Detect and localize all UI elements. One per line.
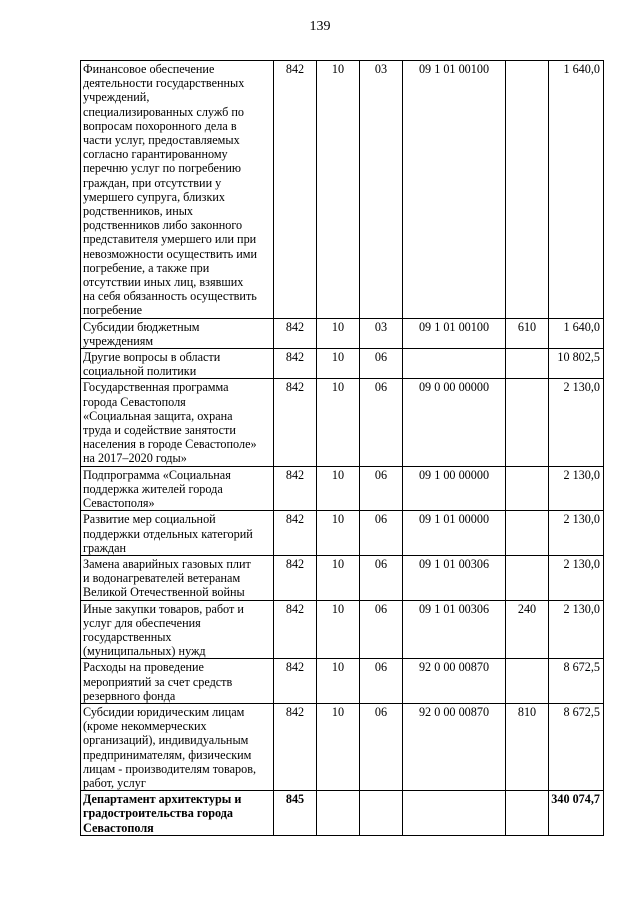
table-row	[81, 379, 604, 466]
amount-cell: 8 672,5	[549, 659, 604, 704]
amount-cell: 2 130,0	[549, 379, 604, 466]
table-row	[81, 703, 604, 790]
subsection-code-cell: 06	[360, 555, 403, 600]
section-code-cell: 10	[317, 600, 360, 659]
target-article-cell: 09 1 01 00100	[403, 318, 506, 348]
subsection-code-cell: 06	[360, 703, 403, 790]
amount-cell: 2 130,0	[549, 600, 604, 659]
row-name-cell: Финансовое обеспечение деятельности государственных учреждений, специализированных служб по вопросам похоронного дела в части услуг, предоставляемых согласно гарантированному перечню услуг по погребению граждан, при отсутствии у умершего супруга, близких родственников, иных родственников либо законного представителя умершего или при невозможности осуществить ими погребение, а также при отсутствии иных лиц, взявших на себя обязанность осуществить погребение	[81, 61, 274, 319]
ministry-code-cell: 842	[274, 659, 317, 704]
target-article-cell: 09 1 01 00306	[403, 555, 506, 600]
target-article-cell: 09 1 00 00000	[403, 466, 506, 511]
amount-cell: 2 130,0	[549, 511, 604, 556]
ministry-code-cell: 842	[274, 703, 317, 790]
ministry-code-cell: 842	[274, 466, 317, 511]
expense-type-cell: 610	[506, 318, 549, 348]
expense-type-cell: 240	[506, 600, 549, 659]
target-article-cell	[403, 791, 506, 836]
ministry-code-cell: 842	[274, 61, 317, 319]
expense-type-cell	[506, 349, 549, 379]
amount-cell: 1 640,0	[549, 61, 604, 319]
target-article-cell: 92 0 00 00870	[403, 659, 506, 704]
table-row	[81, 61, 604, 319]
expense-type-cell	[506, 555, 549, 600]
row-name-cell: Развитие мер социальной поддержки отдельных категорий граждан	[81, 511, 274, 556]
table-row	[81, 318, 604, 348]
ministry-code-cell: 842	[274, 555, 317, 600]
row-name-cell: Подпрограмма «Социальная поддержка жителей города Севастополя»	[81, 466, 274, 511]
target-article-cell: 09 1 01 00000	[403, 511, 506, 556]
row-name-cell: Субсидии бюджетным учреждениям	[81, 318, 274, 348]
target-article-cell: 09 1 01 00100	[403, 61, 506, 319]
subsection-code-cell: 03	[360, 318, 403, 348]
section-code-cell: 10	[317, 511, 360, 556]
expense-type-cell: 810	[506, 703, 549, 790]
amount-cell: 2 130,0	[549, 555, 604, 600]
subsection-code-cell: 06	[360, 600, 403, 659]
row-name-cell: Департамент архитектуры и градостроительства города Севастополя	[81, 791, 274, 836]
page-number: 139	[309, 19, 331, 34]
row-name-cell: Иные закупки товаров, работ и услуг для обеспечения государственных (муниципальных) нужд	[81, 600, 274, 659]
section-code-cell: 10	[317, 466, 360, 511]
table-row	[81, 791, 604, 836]
table-row	[81, 600, 604, 659]
row-name-cell: Государственная программа города Севастополя «Социальная защита, охрана труда и содействие занятости населения в городе Севастополе» на 2017–2020 годы»	[81, 379, 274, 466]
subsection-code-cell: 06	[360, 659, 403, 704]
table-row	[81, 349, 604, 379]
section-code-cell	[317, 791, 360, 836]
subsection-code-cell: 06	[360, 466, 403, 511]
section-code-cell: 10	[317, 349, 360, 379]
section-code-cell: 10	[317, 61, 360, 319]
amount-cell: 2 130,0	[549, 466, 604, 511]
expense-type-cell	[506, 511, 549, 556]
expense-type-cell	[506, 61, 549, 319]
row-name-cell: Замена аварийных газовых плит и водонагревателей ветеранам Великой Отечественной войны	[81, 555, 274, 600]
table-row	[81, 511, 604, 556]
expense-type-cell	[506, 466, 549, 511]
subsection-code-cell: 03	[360, 61, 403, 319]
expense-type-cell	[506, 379, 549, 466]
table-row	[81, 659, 604, 704]
budget-table-body	[81, 61, 604, 836]
amount-cell: 10 802,5	[549, 349, 604, 379]
target-article-cell: 92 0 00 00870	[403, 703, 506, 790]
expense-type-cell	[506, 791, 549, 836]
section-code-cell: 10	[317, 379, 360, 466]
subsection-code-cell: 06	[360, 511, 403, 556]
subsection-code-cell	[360, 791, 403, 836]
table-row	[81, 555, 604, 600]
ministry-code-cell: 842	[274, 511, 317, 556]
ministry-code-cell: 842	[274, 379, 317, 466]
row-name-cell: Субсидии юридическим лицам (кроме некоммерческих организаций), индивидуальным предпринимателям, физическим лицам - производителям товаров, работ, услуг	[81, 703, 274, 790]
row-name-cell: Другие вопросы в области социальной политики	[81, 349, 274, 379]
table-row	[81, 466, 604, 511]
target-article-cell	[403, 349, 506, 379]
budget-table	[80, 60, 604, 836]
ministry-code-cell: 842	[274, 600, 317, 659]
subsection-code-cell: 06	[360, 349, 403, 379]
ministry-code-cell: 842	[274, 349, 317, 379]
amount-cell: 8 672,5	[549, 703, 604, 790]
amount-cell: 1 640,0	[549, 318, 604, 348]
ministry-code-cell: 845	[274, 791, 317, 836]
section-code-cell: 10	[317, 703, 360, 790]
row-name-cell: Расходы на проведение мероприятий за счет средств резервного фонда	[81, 659, 274, 704]
section-code-cell: 10	[317, 659, 360, 704]
expense-type-cell	[506, 659, 549, 704]
subsection-code-cell: 06	[360, 379, 403, 466]
section-code-cell: 10	[317, 318, 360, 348]
target-article-cell: 09 0 00 00000	[403, 379, 506, 466]
amount-cell: 340 074,7	[549, 791, 604, 836]
target-article-cell: 09 1 01 00306	[403, 600, 506, 659]
section-code-cell: 10	[317, 555, 360, 600]
ministry-code-cell: 842	[274, 318, 317, 348]
